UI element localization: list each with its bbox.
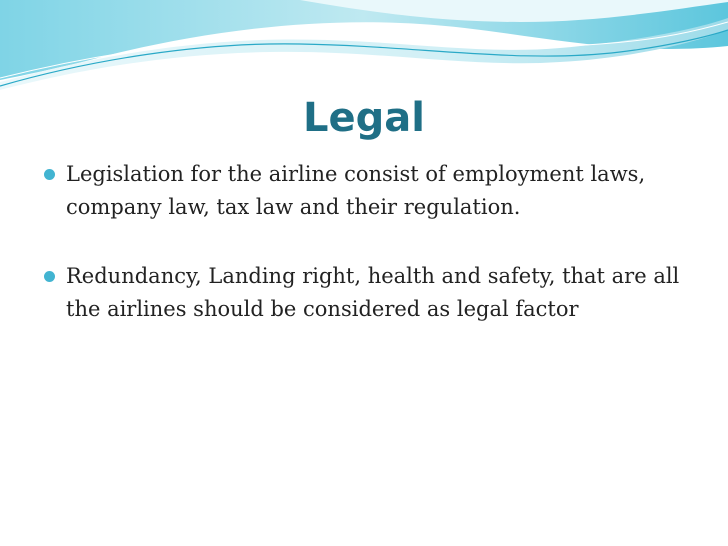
- bullet-item: [44, 260, 704, 326]
- wave-header-decoration: [0, 0, 728, 90]
- bullet-dot-icon: [44, 169, 55, 180]
- bullet-text: Legislation for the airline consist of employment laws, company law, tax law and their regulation.: [66, 162, 646, 219]
- bullet-dot-icon: [44, 271, 55, 282]
- bullet-text: Redundancy, Landing right, health and safety, that are all the airlines should be considered as legal factor: [66, 264, 680, 321]
- bullet-list: [44, 158, 704, 362]
- bullet-item: [44, 158, 704, 224]
- slide-title: Legal: [303, 95, 425, 141]
